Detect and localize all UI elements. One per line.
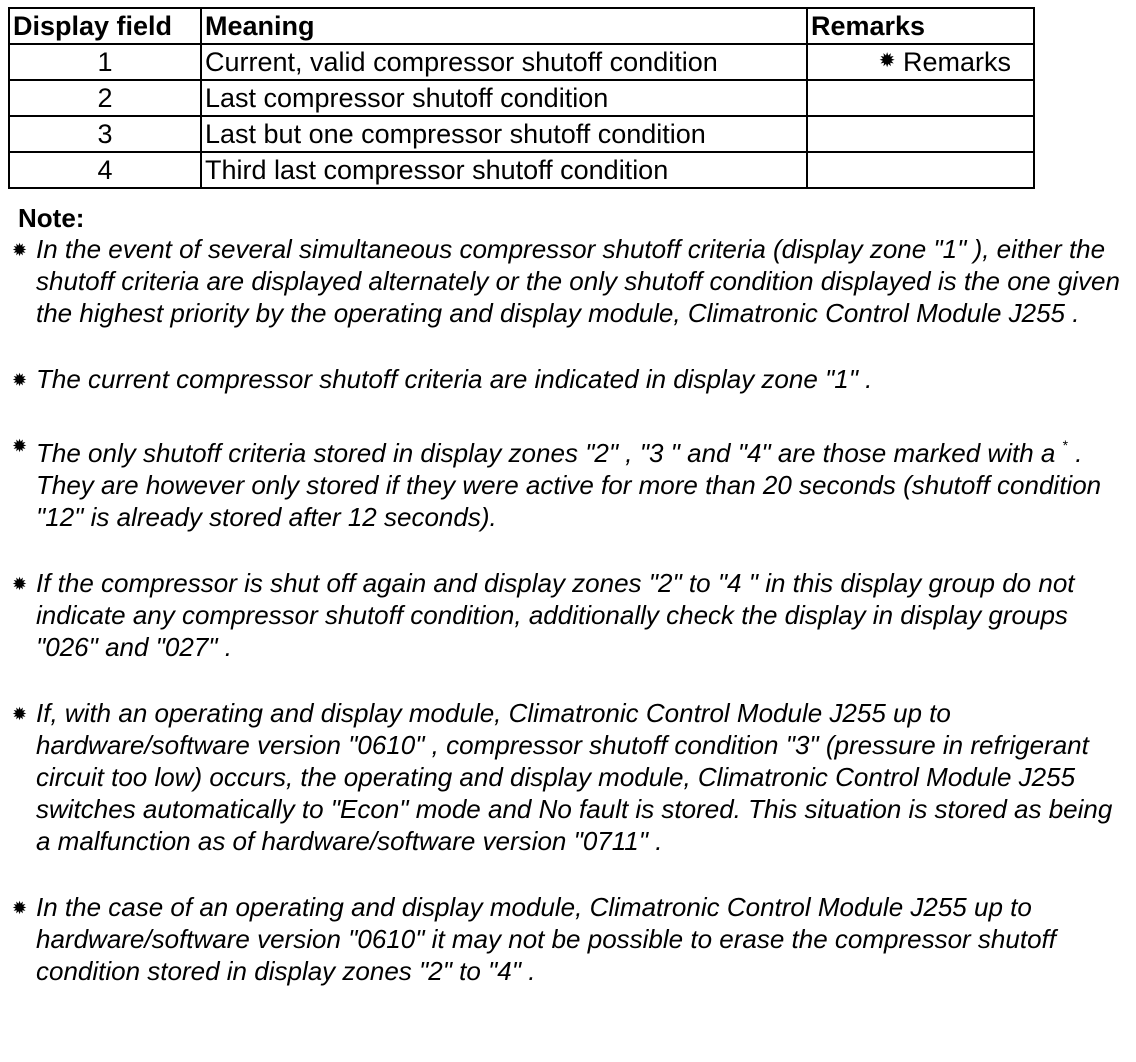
cell-meaning: Current, valid compressor shutoff condition [201, 44, 807, 80]
header-display-field: Display field [9, 8, 201, 44]
cell-remarks [807, 152, 1034, 188]
note-item [12, 363, 1122, 395]
table-row [9, 116, 1034, 152]
table-row [9, 152, 1034, 188]
note-text: If the compressor is shut off again and display zones "2" to "4 " in this display group do not indicate any compressor shutoff condition, additionally check the display in display groups "026" and "027" . [36, 568, 1075, 662]
note-item [12, 233, 1122, 329]
asterisk-bullet-icon: ✹ [12, 370, 28, 390]
asterisk-bullet-icon: ✹ [12, 704, 28, 724]
note-title: Note: [18, 203, 85, 233]
cell-display-field: 4 [9, 152, 201, 188]
note-text: If, with an operating and display module, Climatronic Control Module J255 up to hardware/software version "0610" , compressor shutoff condition "3" (pressure in refrigerant circuit too low) occurs, the operating and display module, Climatronic Control Module J255 switches automatically to "Econ" mode and No fault is stored. This situation is stored as being a malfunction as of hardware/software version "0711" . [36, 698, 1113, 856]
table-row [9, 44, 1034, 80]
header-meaning: Meaning [201, 8, 807, 44]
note-item [12, 697, 1122, 857]
cell-display-field: 2 [9, 80, 201, 116]
cell-display-field: 1 [9, 44, 201, 80]
cell-remarks [807, 116, 1034, 152]
asterisk-bullet-icon: ✹ [12, 240, 28, 260]
note-item [12, 429, 1122, 533]
cell-meaning: Last compressor shutoff condition [201, 80, 807, 116]
cell-remarks [807, 44, 1034, 80]
cell-meaning: Last but one compressor shutoff condition [201, 116, 807, 152]
marker-asterisk: * [1062, 437, 1069, 453]
note-text-before: The only shutoff criteria stored in display zones "2" , "3 " and "4" are those marked with a [36, 438, 1063, 468]
note-text: The current compressor shutoff criteria are indicated in display zone "1" . [36, 364, 873, 394]
asterisk-bullet-icon: ✹ [12, 436, 28, 456]
table-header-row [9, 8, 1034, 44]
asterisk-bullet-icon: ✹ [12, 574, 28, 594]
remarks-label: Remarks [902, 46, 1011, 77]
note-item [12, 567, 1122, 663]
note-text: In the event of several simultaneous compressor shutoff criteria (display zone "1" ), either the shutoff criteria are displayed alternately or the only shutoff condition displayed is the one given the highest priority by the operating and display module, Climatronic Control Module J255 . [36, 234, 1120, 328]
shutoff-condition-table [8, 7, 1035, 189]
table-row [9, 80, 1034, 116]
cell-meaning: Third last compressor shutoff condition [201, 152, 807, 188]
cell-display-field: 3 [9, 116, 201, 152]
header-remarks: Remarks [807, 8, 1034, 44]
asterisk-icon: ✹ [878, 49, 896, 72]
note-text-after: . They are however only stored if they were active for more than 20 seconds (shutoff condition "12" is already stored after 12 seconds). [36, 438, 1102, 532]
note-list [12, 233, 1122, 1021]
cell-remarks [807, 80, 1034, 116]
note-text: In the case of an operating and display module, Climatronic Control Module J255 up to hardware/software version "0610" it may not be possible to erase the compressor shutoff condition stored in display zones "2" to "4" . [36, 892, 1056, 986]
note-item [12, 891, 1122, 987]
asterisk-bullet-icon: ✹ [12, 898, 28, 918]
